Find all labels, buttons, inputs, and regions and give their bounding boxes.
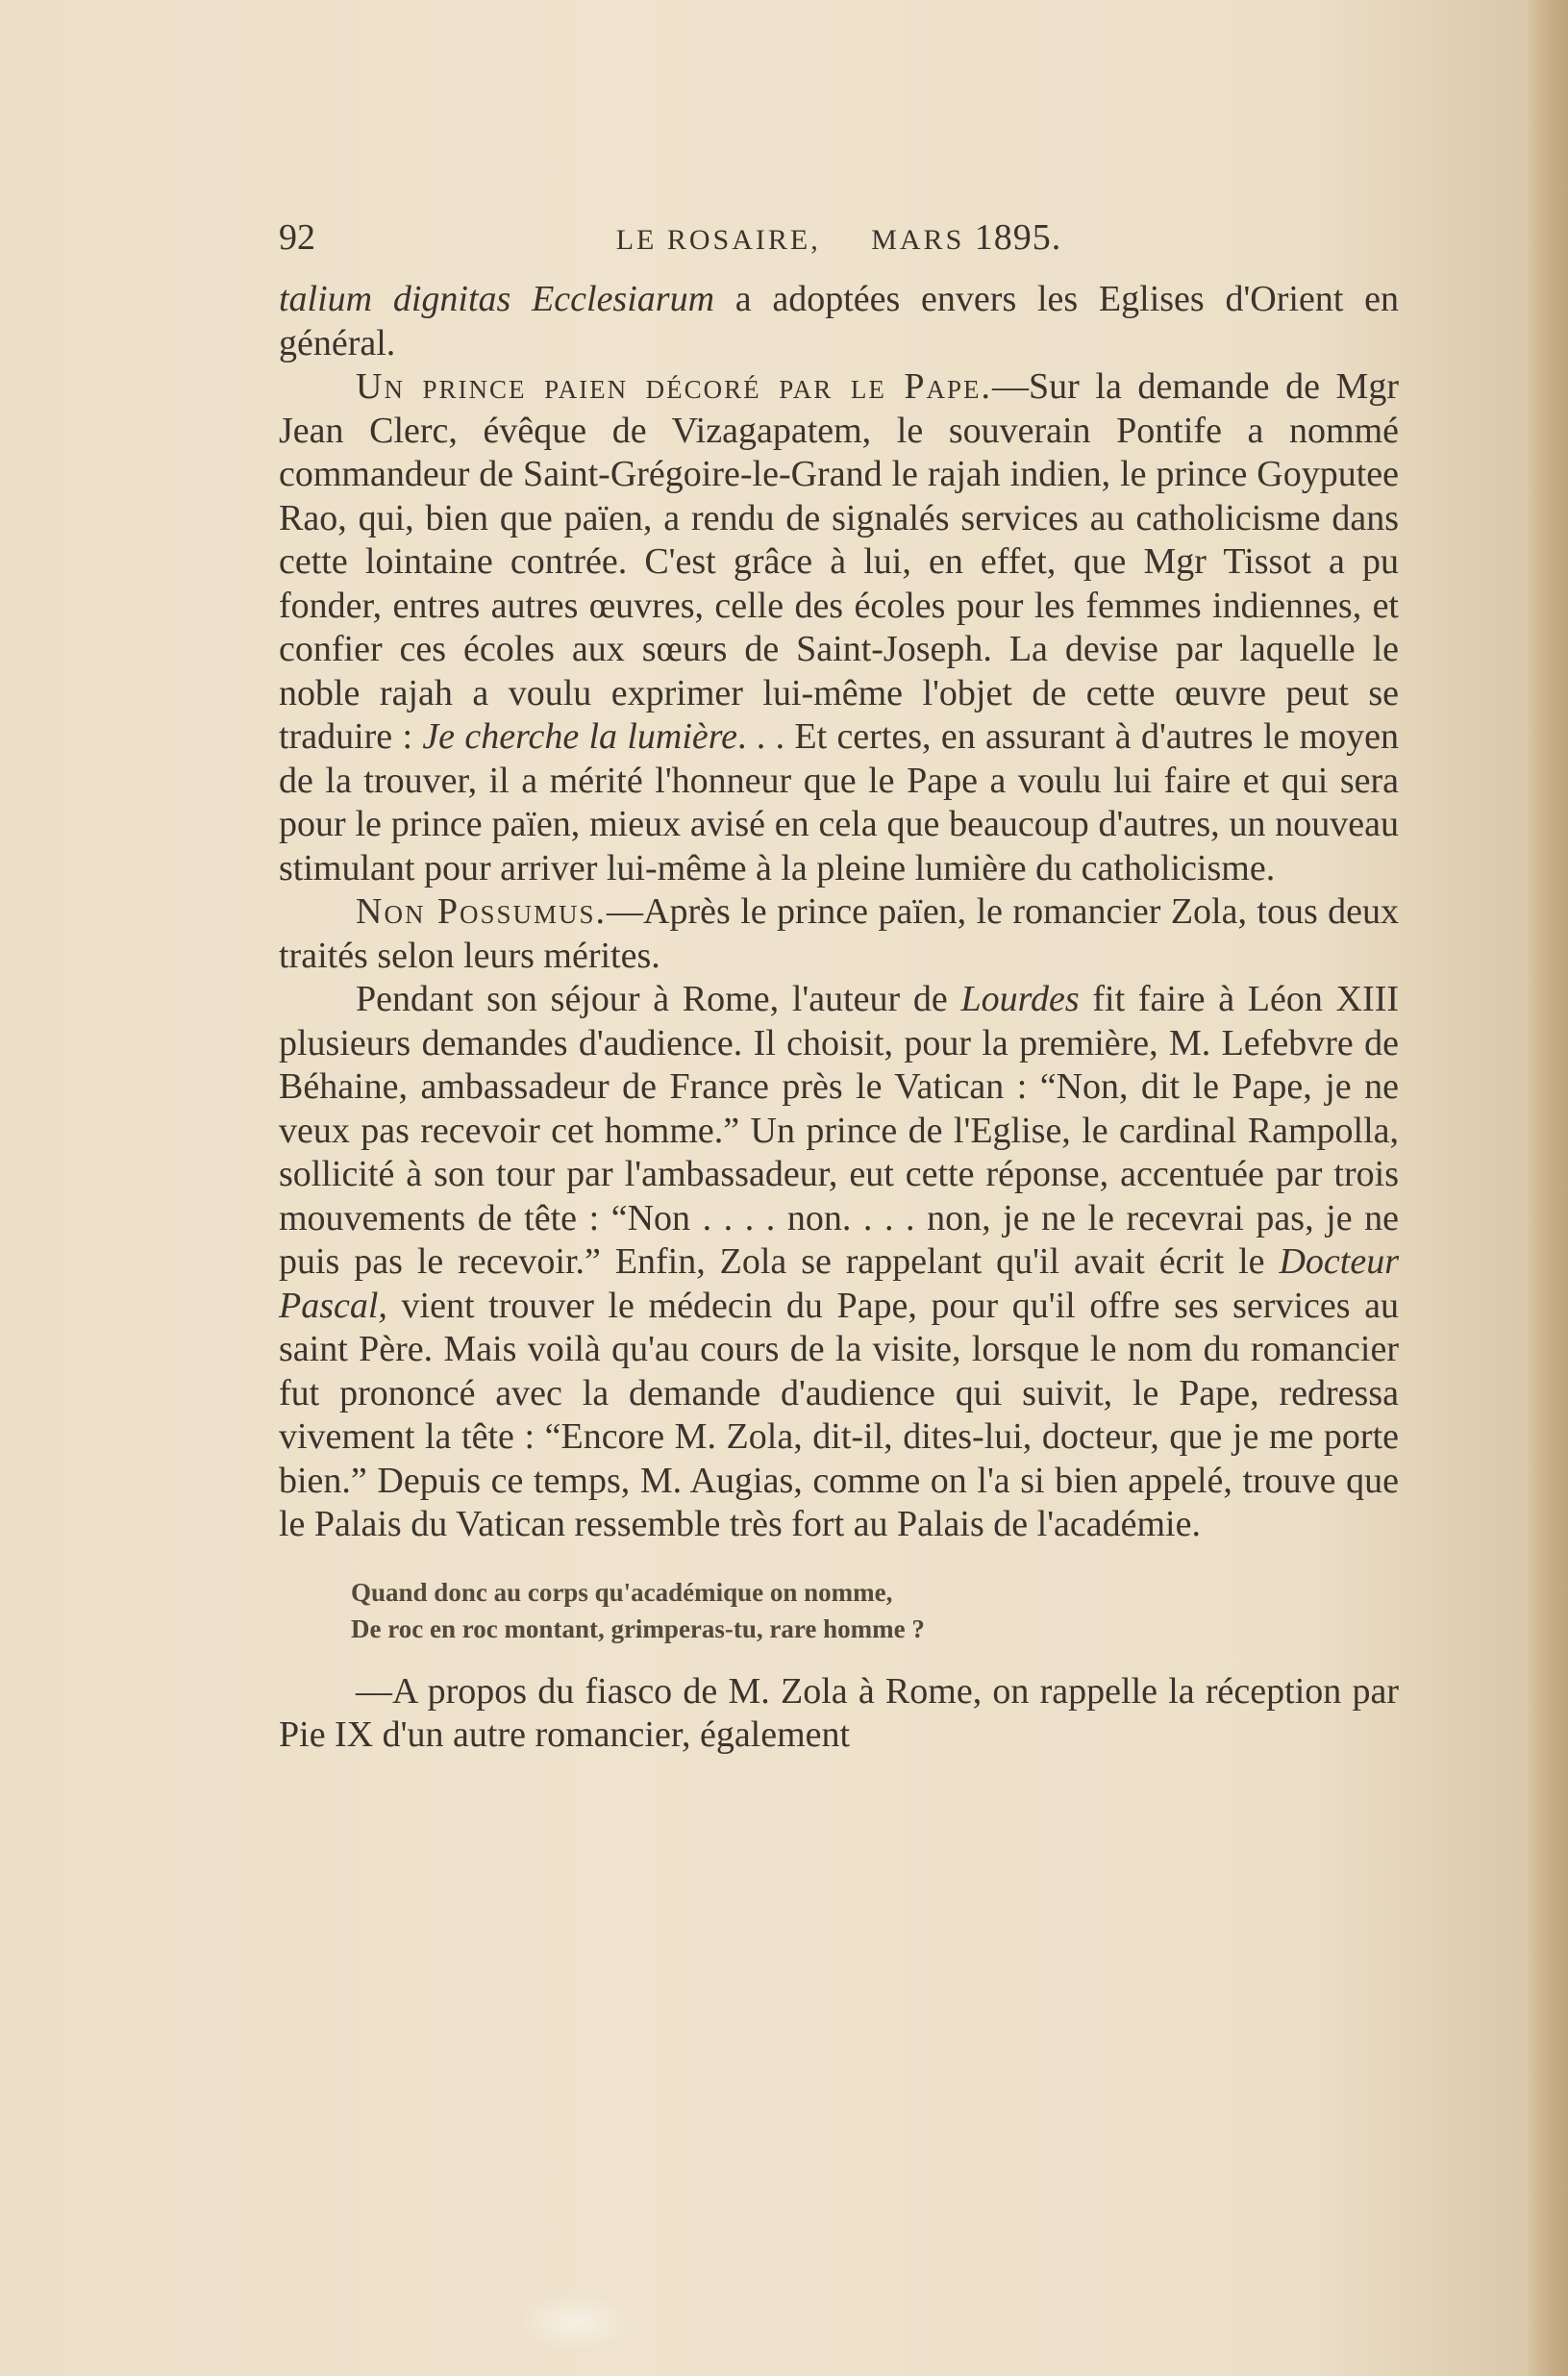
paragraph-text: —Après le prince païen, le romancier Zola, tous deux traités selon leurs mérites. — [279, 891, 1400, 976]
section-heading: Un prince paien décoré par le Pape. — [356, 366, 993, 407]
running-header — [279, 216, 1399, 263]
paragraph-text: a adoptées envers les Eglises d'Orient en général. — [279, 279, 1399, 363]
running-title — [356, 216, 1322, 259]
verse-line: De roc en roc montant, grimperas-tu, rare homme ? — [351, 1613, 925, 1643]
issue-year: 1895. — [974, 217, 1062, 258]
book-title-docteur-pascal: Docteur Pascal, — [279, 1241, 1399, 1326]
paragraph-pie-ix — [279, 1670, 1399, 1758]
paragraph-text-2: fit faire à Léon XIII plusieurs demandes d'audience. Il choisit, pour la première, M. Lefebvre de Béhaine, ambassadeur de France près le Vatican : “Non, dit le Pape, je ne veux pas recevoir cet homme.” Un prince de l'Eglise, le cardinal Rampolla, sollicité à son tour par l'ambassadeur, eut cette réponse, accentuée par trois mouvements de tête : “Non . . . . non. . . . non, je ne le recevrai pas, je ne puis pas le recevoir.” Enfin, Zola se rappelant qu'il avait écrit le — [279, 979, 1400, 1282]
page-text — [279, 216, 1399, 1758]
verse-line: Quand donc au corps qu'académique on nomme, — [351, 1577, 893, 1607]
paragraph-text-3: vient trouver le médecin du Pape, pour qu'il offre ses services au saint Père. Mais voilà qu'au cours de la visite, lorsque le nom du romancier fut prononcé avec la demande d'audience qui suivit, le Pape, redressa vivement la tête : “Encore M. Zola, dit-il, dites-lui, docteur, que je me porte bien.” Depuis ce temps, M. Augias, comme on l'a si bien appelé, trouve que le Palais du Vatican ressemble très fort au Palais de l'académie. — [279, 1285, 1399, 1544]
journal-title: LE ROSAIRE, — [615, 224, 821, 256]
verse-quote — [351, 1574, 1399, 1647]
paragraph-zola — [279, 978, 1399, 1547]
motto: Je cherche la lumière — [422, 716, 737, 757]
paragraph-text: —Sur la demande de Mgr Jean Clerc, évêque de Vizagapatem, le souverain Pontife a nommé commandeur de Saint-Grégoire-le-Grand le rajah indien, le prince Goyputee Rao, qui, bien que païen, a rendu de signalés services au catholicisme dans cette lointaine contrée. C'est grâce à lui, en effet, que Mgr Tissot a pu fonder, entres autres œuvres, celle des écoles pour les femmes indiennes, et confier ces écoles aux sœurs de Saint-Joseph. La devise par laquelle le noble rajah a voulu exprimer lui-même l'objet de cette œuvre peut se traduire : — [279, 366, 1399, 757]
page-stain — [519, 2293, 635, 2351]
paragraph-prince — [279, 365, 1399, 890]
latin-phrase: talium dignitas Ecclesiarum — [279, 279, 715, 319]
paragraph-non-possumus — [279, 890, 1399, 978]
page-number: 92 — [279, 217, 315, 258]
issue-month: MARS — [871, 224, 965, 256]
section-heading: Non Possumus. — [356, 891, 608, 932]
paragraph-text: Pendant son séjour à Rome, l'auteur de — [356, 979, 961, 1019]
page-edge — [1529, 0, 1568, 2376]
paragraph-continued — [279, 278, 1399, 365]
paragraph-text: —A propos du fiasco de M. Zola à Rome, on rappelle la réception par Pie IX d'un autre romancier, également — [279, 1670, 1399, 1755]
paragraph-text-2: . . . Et certes, en assurant à d'autres le moyen de la trouver, il a mérité l'honneur que le Pape a voulu lui faire et qui sera pour le prince païen, mieux avisé en cela que beaucoup d'autres, un nouveau stimulant pour arriver lui-même à la pleine lumière du catholicisme. — [279, 716, 1399, 888]
book-title-lourdes: Lourdes — [960, 979, 1080, 1019]
